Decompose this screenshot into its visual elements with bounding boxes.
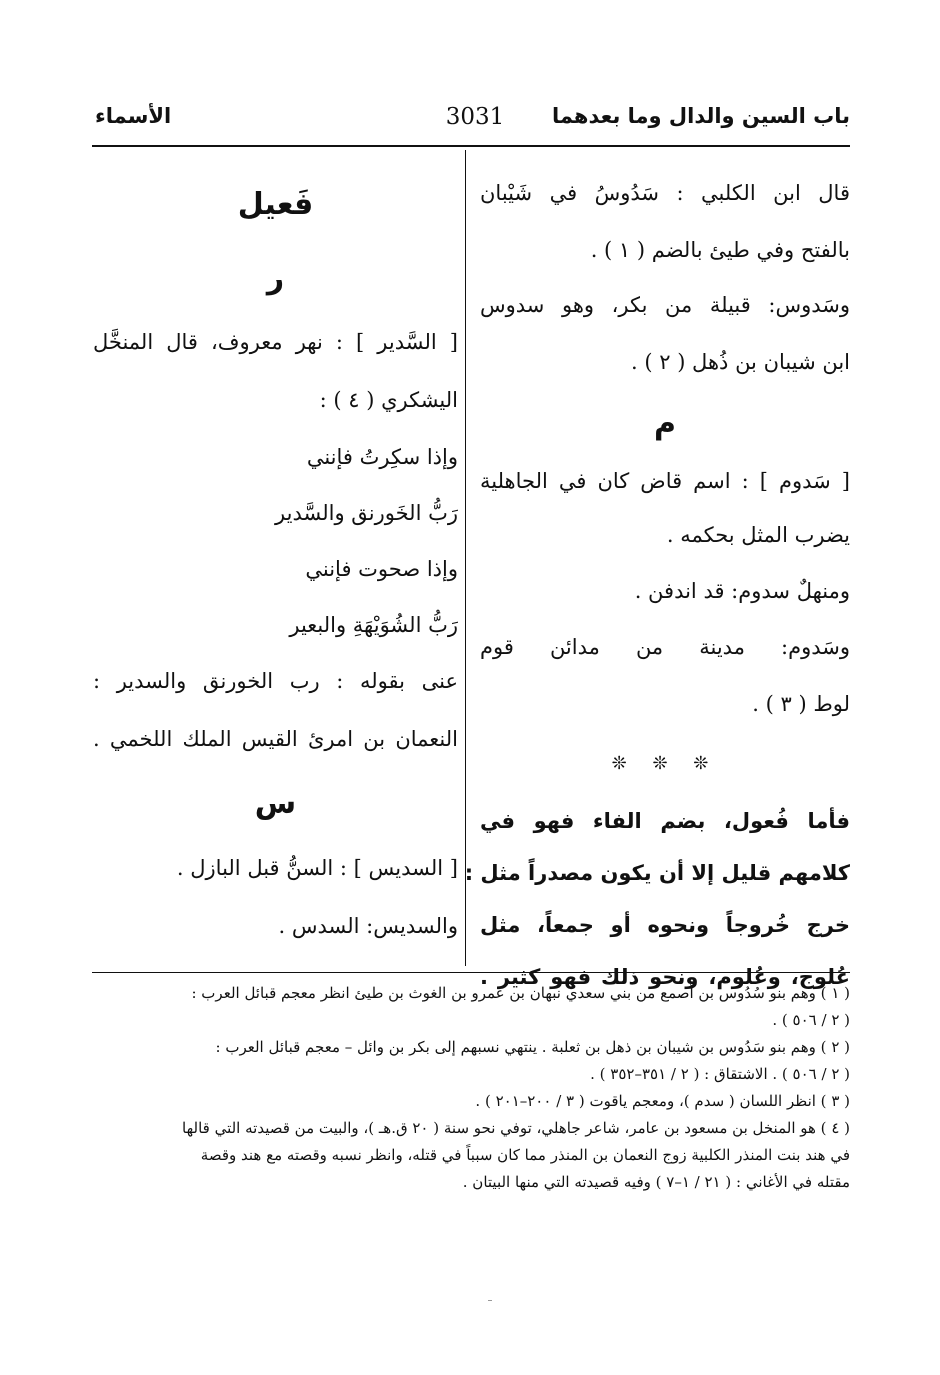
chapter-title: باب السين والدال وما بعدهما [551, 104, 850, 128]
bold-paragraph-line: خرج خُروجاً ونحوه أو جمعاً، مثل [480, 913, 850, 937]
bold-paragraph-line: كلامهم قليل إلا أن يكون مصدراً مثل : [464, 861, 850, 885]
footnote-4: ( ٤ ) هو المنخل بن مسعود بن عامر، شاعر جاهلي، توفي نحو سنة ( ٢٠ ق.هـ )، والبيت من قصيدته التي قالها [182, 1119, 850, 1137]
footnote-3: ( ٣ ) انظر اللسان ( سدم )، ومعجم ياقوت ( ٣ / ٢٠٠–٢٠١ ) . [475, 1092, 850, 1110]
section-letter-sin: س [254, 786, 297, 821]
footnote-1-cont: ( ٢ / ٥٠٦ ) . [772, 1011, 850, 1029]
entry-sadis: [ السديس ] : السنُّ قبل البازل . [176, 856, 458, 880]
poem-line: وإذا سكِرتُ فإنني [306, 445, 458, 469]
right-column [464, 165, 850, 1003]
footnote-2-cont: ( ٢ / ٥٠٦ ) . الاشتقاق : ( ٢ / ٣٥١–٣٥٢ ) . [590, 1065, 850, 1083]
footnote-4-cont: في هند بنت المنذر الكلبية زوج النعمان بن المنذر مما كان سبباً في قتله، وانظر نسبه وقصته مع هند وقصة [200, 1146, 850, 1164]
scan-mark [488, 1300, 492, 1301]
entry-sadum: [ سَدوم ] : اسم قاض كان في الجاهلية [480, 469, 850, 493]
poem-line: رَبُّ الشُوَيْهَةِ والبعير [289, 613, 458, 637]
pattern-heading: فَعيل [237, 187, 314, 222]
column-divider [465, 150, 466, 966]
bold-paragraph-line: عُلوج، وعُلوم، ونحو ذلك فهو كثير . [480, 965, 850, 989]
text-line: والسديس: السدس . [278, 914, 458, 938]
text-line: ابن شيبان بن ذُهل ( ٢ ) . [631, 350, 850, 374]
text-line: بالفتح وفي طيئ بالضم ( ١ ) . [590, 238, 850, 262]
footnote-2: ( ٢ ) وهم بنو سَدُوس بن شيبان بن ذهل بن ثعلبة . ينتهي نسبهم إلى بكر بن وائل – معجم قبائل العرب : [215, 1038, 850, 1056]
footnote-4-cont: مقتله في الأغاني : ( ٢١ / ١–٧ ) وفيه قصيدته التي منها البيتان . [462, 1173, 850, 1191]
text-line: ومنهلٌ سدوم: قد اندفن . [634, 579, 850, 603]
footnotes [90, 980, 850, 1196]
poem-line: وإذا صحوت فإنني [305, 557, 458, 581]
text-line: النعمان بن امرئ القيس الملك اللخمي . [93, 727, 458, 751]
bold-paragraph-line: فأما فُعول، بضم الفاء فهو في [480, 809, 850, 833]
entry-sadir: [ السَّدير ] : نهر معروف، قال المنخَّل [93, 330, 458, 354]
entry-sadus: وسَدوس: قبيلة من بكر، وهو سدوس [480, 293, 850, 317]
section-letter-mim: م [654, 406, 676, 441]
text-line: يضرب المثل بحكمه . [666, 523, 850, 547]
separator-stars: ❊ ❊ ❊ [611, 753, 719, 774]
text-line: لوط ( ٣ ) . [752, 692, 850, 716]
text-line: اليشكري ( ٤ ) : [319, 388, 458, 412]
text-line: وسَدوم: مدينة من مدائن قوم [480, 635, 850, 659]
section-letter-ra: ر [266, 261, 285, 296]
header-rule [92, 145, 850, 147]
text-line: عنى بقوله : رب الخورنق والسدير : [93, 669, 458, 693]
footnote-rule [92, 972, 850, 973]
section-title: الأسماء [95, 104, 172, 128]
page-number: 3031 [445, 104, 505, 130]
poem-line: رَبُّ الخَورنق والسَّدير [275, 501, 458, 525]
text-line: قال ابن الكلبي : سَدُوسُ في شَيْبان [480, 181, 850, 205]
left-column [93, 165, 458, 955]
footnote-1: ( ١ ) وهم بنو سُدُوس بن أصمع من بني سعدي نبهان بن عمرو بن الغوث بن طيئ انظر معجم قبائل العرب : [191, 984, 850, 1002]
